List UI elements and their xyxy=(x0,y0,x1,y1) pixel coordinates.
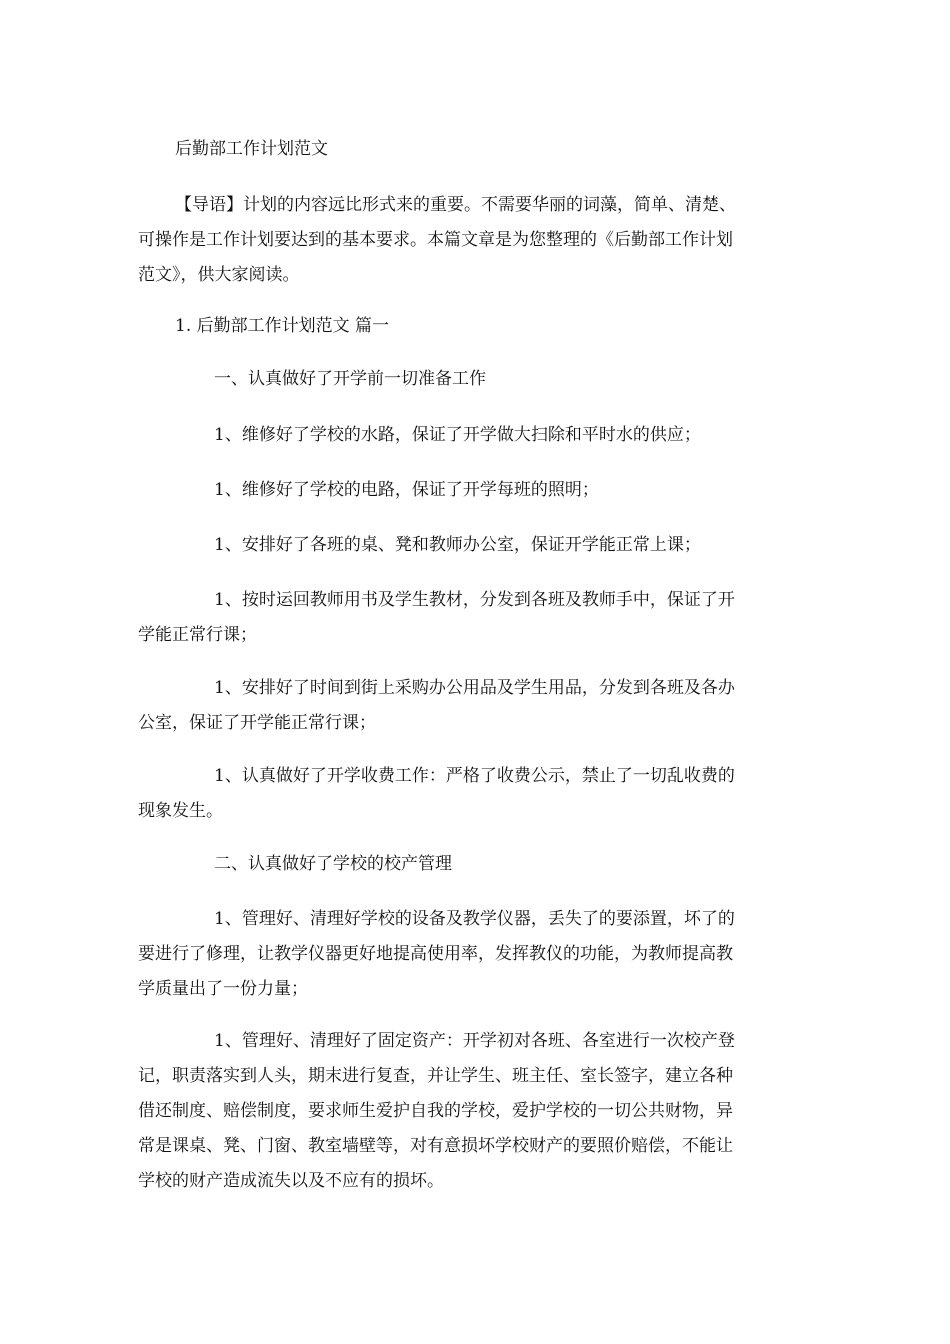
heading-1: 一、认真做好了开学前一切准备工作 xyxy=(214,369,486,389)
intro-line-3: 范文》，供大家阅读。 xyxy=(138,265,300,285)
item8-line-5: 学校的财产造成流失以及不应有的损坏。 xyxy=(138,1171,444,1191)
item4-line-2: 学能正常行课； xyxy=(138,625,257,645)
item6-line-1: 1、认真做好了开学收费工作：严格了收费公示，禁止了一切乱收费的 xyxy=(214,766,735,786)
intro-paragraph xyxy=(138,188,818,293)
item8-line-3: 借还制度、赔偿制度，要求师生爱护自我的学校，爱护学校的一切公共财物，异 xyxy=(138,1101,733,1121)
item7-line-1: 1、管理好、清理好学校的设备及教学仪器，丢失了的要添置，坏了的 xyxy=(214,909,735,929)
list-item: 1、安排好了各班的桌、凳和教师办公室，保证开学能正常上课； xyxy=(214,535,701,555)
list-item xyxy=(138,759,818,829)
section-title: 1. 后勤部工作计划范文 篇一 xyxy=(175,316,390,336)
heading-2: 二、认真做好了学校的校产管理 xyxy=(214,854,452,874)
intro-line-1: 【导语】计划的内容远比形式来的重要。不需要华丽的词藻，简单、清楚、 xyxy=(175,195,736,215)
list-item xyxy=(138,583,818,653)
item7-line-2: 要进行了修理，让教学仪器更好地提高使用率，发挥教仪的功能，为教师提高教 xyxy=(138,944,733,964)
list-item: 1、维修好了学校的水路，保证了开学做大扫除和平时水的供应； xyxy=(214,425,701,445)
intro-line-2: 可操作是工作计划要达到的基本要求。本篇文章是为您整理的《后勤部工作计划 xyxy=(138,230,733,250)
item8-line-4: 常是课桌、凳、门窗、教室墙壁等，对有意损坏学校财产的要照价赔偿，不能让 xyxy=(138,1136,733,1156)
document-title: 后勤部工作计划范文 xyxy=(175,139,328,159)
list-item: 1、维修好了学校的电路，保证了开学每班的照明； xyxy=(214,480,599,500)
item8-line-2: 记，职责落实到人头，期末进行复查，并让学生、班主任、室长签字，建立各种 xyxy=(138,1066,733,1086)
item4-line-1: 1、按时运回教师用书及学生教材，分发到各班及教师手中，保证了开 xyxy=(214,590,735,610)
list-item xyxy=(138,671,818,741)
item5-line-1: 1、安排好了时间到街上采购办公用品及学生用品，分发到各班及各办 xyxy=(214,678,735,698)
item7-line-3: 学质量出了一份力量； xyxy=(138,979,308,999)
list-item xyxy=(138,1024,818,1199)
item8-line-1: 1、管理好、清理好了固定资产：开学初对各班、各室进行一次校产登 xyxy=(214,1031,735,1051)
item6-line-2: 现象发生。 xyxy=(138,801,223,821)
item5-line-2: 公室，保证了开学能正常行课； xyxy=(138,713,376,733)
list-item xyxy=(138,902,818,1007)
